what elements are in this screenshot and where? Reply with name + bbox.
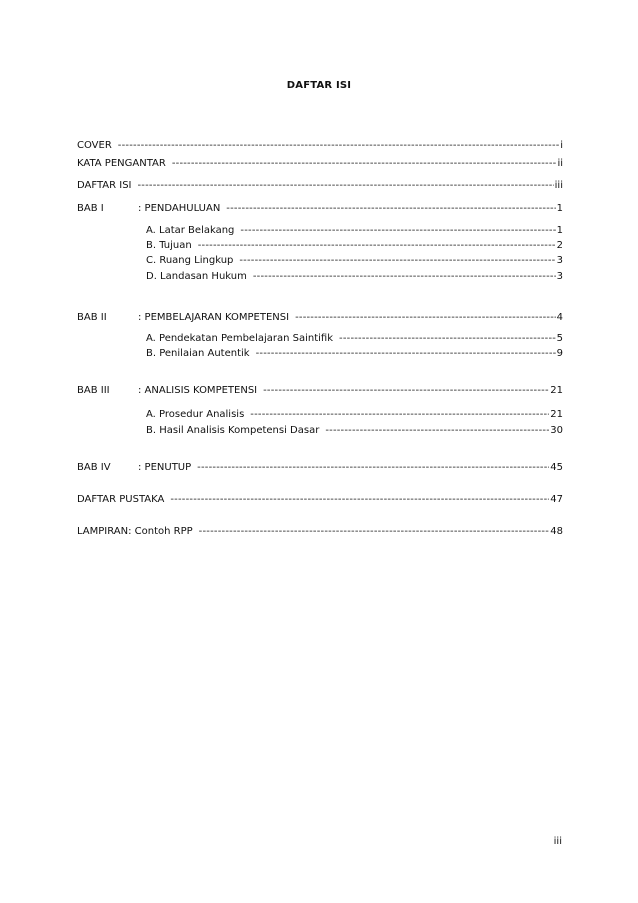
dot-leader	[170, 493, 549, 507]
entry-label: DAFTAR PUSTAKA	[77, 494, 165, 505]
toc-entry-daftar-pustaka	[77, 493, 563, 507]
dot-leader	[226, 202, 555, 216]
subentry-label: A. Prosedur Analisis	[146, 409, 245, 420]
subentry-page: 3	[556, 255, 563, 266]
toc-entry-lampiran	[77, 525, 563, 539]
toc-chapter-bab-1	[77, 202, 563, 216]
chapter-code: BAB II	[77, 312, 107, 323]
dot-leader	[240, 224, 555, 238]
dot-leader	[263, 384, 549, 398]
entry-label: COVER	[77, 140, 112, 151]
toc-chapter-bab-2	[77, 311, 563, 325]
toc-subentry	[146, 239, 563, 253]
toc-chapter-bab-3	[77, 384, 563, 398]
subentry-page: 30	[550, 425, 563, 436]
toc-subentry	[146, 408, 563, 422]
toc-subentry	[146, 332, 563, 346]
toc-chapter-bab-4	[77, 461, 563, 475]
chapter-page: 4	[556, 312, 563, 323]
subentry-label: C. Ruang Lingkup	[146, 255, 234, 266]
chapter-title: : PENUTUP	[138, 462, 192, 473]
dot-leader	[239, 254, 555, 268]
dot-leader	[197, 461, 549, 475]
toc-title: DAFTAR ISI	[286, 80, 352, 91]
dot-leader	[198, 239, 556, 253]
subentry-label: A. Latar Belakang	[146, 225, 235, 236]
entry-page: i	[560, 140, 563, 151]
dot-leader	[118, 139, 559, 153]
entry-label: KATA PENGANTAR	[77, 158, 166, 169]
chapter-title: : PENDAHULUAN	[138, 203, 221, 214]
toc-subentry	[146, 254, 563, 268]
entry-page: 47	[550, 494, 563, 505]
toc-subentry	[146, 424, 563, 438]
toc-entry-kata-pengantar	[77, 157, 563, 171]
dot-leader	[295, 311, 556, 325]
chapter-code: BAB IV	[77, 462, 111, 473]
entry-page: 48	[550, 526, 563, 537]
subentry-page: 21	[550, 409, 563, 420]
subentry-label: A. Pendekatan Pembelajaran Saintifik	[146, 333, 334, 344]
page-number: iii	[553, 836, 562, 847]
toc-entry-daftar-isi	[77, 179, 563, 193]
subentry-label: B. Hasil Analisis Kompetensi Dasar	[146, 425, 320, 436]
dot-leader	[199, 525, 550, 539]
dot-leader	[339, 332, 556, 346]
toc-subentry	[146, 224, 563, 238]
chapter-page: 45	[550, 462, 563, 473]
chapter-title: : PEMBELAJARAN KOMPETENSI	[138, 312, 290, 323]
subentry-page: 5	[556, 333, 563, 344]
dot-leader	[172, 157, 557, 171]
subentry-label: B. Penilaian Autentik	[146, 348, 250, 359]
subentry-page: 9	[556, 348, 563, 359]
subentry-label: D. Landasan Hukum	[146, 271, 247, 282]
chapter-code: BAB I	[77, 203, 104, 214]
dot-leader	[138, 179, 554, 193]
toc-subentry	[146, 347, 563, 361]
dot-leader	[325, 424, 549, 438]
toc-subentry	[146, 270, 563, 284]
entry-label: LAMPIRAN: Contoh RPP	[77, 526, 193, 537]
chapter-page: 1	[556, 203, 563, 214]
subentry-page: 3	[556, 271, 563, 282]
chapter-page: 21	[550, 385, 563, 396]
entry-label: DAFTAR ISI	[77, 180, 132, 191]
chapter-title: : ANALISIS KOMPETENSI	[138, 385, 258, 396]
toc-entry-cover	[77, 139, 563, 153]
dot-leader	[253, 270, 556, 284]
subentry-label: B. Tujuan	[146, 240, 192, 251]
entry-page: ii	[557, 158, 563, 169]
dot-leader	[250, 408, 549, 422]
entry-page: iii	[554, 180, 563, 191]
subentry-page: 2	[556, 240, 563, 251]
chapter-code: BAB III	[77, 385, 110, 396]
dot-leader	[256, 347, 556, 361]
subentry-page: 1	[556, 225, 563, 236]
